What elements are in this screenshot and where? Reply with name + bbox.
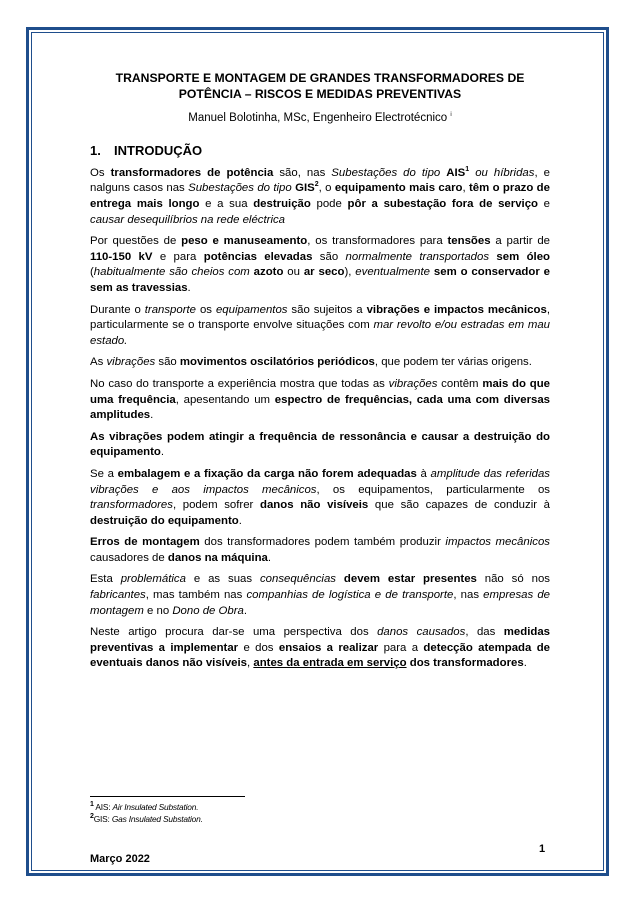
paragraph-10: Neste artigo procura dar-se uma perspectiva dos danos causados, das medidas preventivas a implementar e dos ensaios a realizar para a detecção atempada de eventuais danos não visíveis, antes da entrada em serviço dos transformadores.	[90, 626, 550, 670]
footnote-2	[90, 813, 390, 825]
footnotes	[90, 801, 390, 825]
footnote-1-number: 1	[90, 801, 94, 809]
paragraph-1: Os transformadores de potência são, nas Subestações do tipo AIS$^1$ ou híbridas, e nalguns casos nas Subestações do tipo GIS$^2$, o equipamento mais caro, têm o prazo de entrega mais longo e a sua destruição pode pôr a subestação fora de serviço e causar desequilíbrios na rede eléctrica	[90, 166, 551, 226]
paragraph-8: Erros de montagem dos transformadores podem também produzir impactos mecânicos causadores de danos na máquina.	[90, 536, 550, 564]
section-number: 1.	[90, 142, 101, 158]
footnote-separator	[90, 796, 245, 797]
paragraph-9: Esta problemática e as suas consequências devem estar presentes não só nos fabricantes, mas também nas companhias de logística e de transporte, nas empresas de montagem e no Dono de Obra.	[90, 573, 550, 617]
footnote-ref[interactable]: 2	[314, 181, 319, 189]
document-page	[90, 70, 550, 672]
footnote-1	[90, 801, 390, 813]
paragraph-5: No caso do transporte a experiência mostra que todas as vibrações contêm mais do que uma frequência, apesentando um espectro de frequências, cada uma com diversas amplitudes.	[90, 377, 551, 422]
title-line-2: POTÊNCIA – RISCOS E MEDIDAS PREVENTIVAS	[178, 87, 462, 101]
footnote-1-label: AIS:	[95, 802, 111, 812]
title-line-1: TRANSPORTE E MONTAGEM DE GRANDES TRANSFORMADORES DE	[115, 71, 525, 85]
footnote-ref[interactable]: 1	[465, 166, 470, 174]
paragraph-6: As vibrações podem atingir a frequência de ressonância e causar a destruição do equipamento.	[90, 430, 550, 459]
author-line	[90, 108, 550, 126]
footnote-2-number: 2	[90, 813, 94, 821]
author-endnote-mark[interactable]: i	[450, 112, 452, 118]
document-title	[90, 70, 550, 102]
section-title: INTRODUÇÃO	[114, 142, 203, 158]
paragraph-4: As vibrações são movimentos oscilatórios periódicos, que podem ter várias origens.	[90, 356, 532, 369]
paragraph-3: Durante o transporte os equipamentos são sujeitos a vibrações e impactos mecânicos, particularmente se o transporte envolve situações com mar revolto e/ou estradas em mau estado.	[90, 303, 550, 347]
footnote-2-label: GIS:	[93, 814, 110, 824]
author-name: Manuel Bolotinha, MSc, Engenheiro Electrotécnico	[188, 111, 448, 124]
document-date: Março 2022	[90, 853, 150, 865]
footnote-2-text: Gas Insulated Substation.	[111, 814, 203, 824]
section-heading	[90, 142, 550, 160]
paragraph-2: Por questões de peso e manuseamento, os transformadores para tensões a partir de 110-150 kV e para potências elevadas são normalmente transportados sem óleo (habitualmente são cheios com azoto ou ar seco), eventualmente sem o conservador e sem as travessias.	[90, 235, 551, 294]
page-number: 1	[539, 843, 546, 855]
paragraph-7: Se a embalagem e a fixação da carga não forem adequadas à amplitude das referidas vibrações e aos impactos mecânicos, os equipamentos, particularmente os transformadores, podem sofrer danos não visíveis que são capazes de conduzir à destruição do equipamento.	[90, 467, 551, 527]
footnote-1-text: Air Insulated Substation.	[112, 802, 199, 812]
